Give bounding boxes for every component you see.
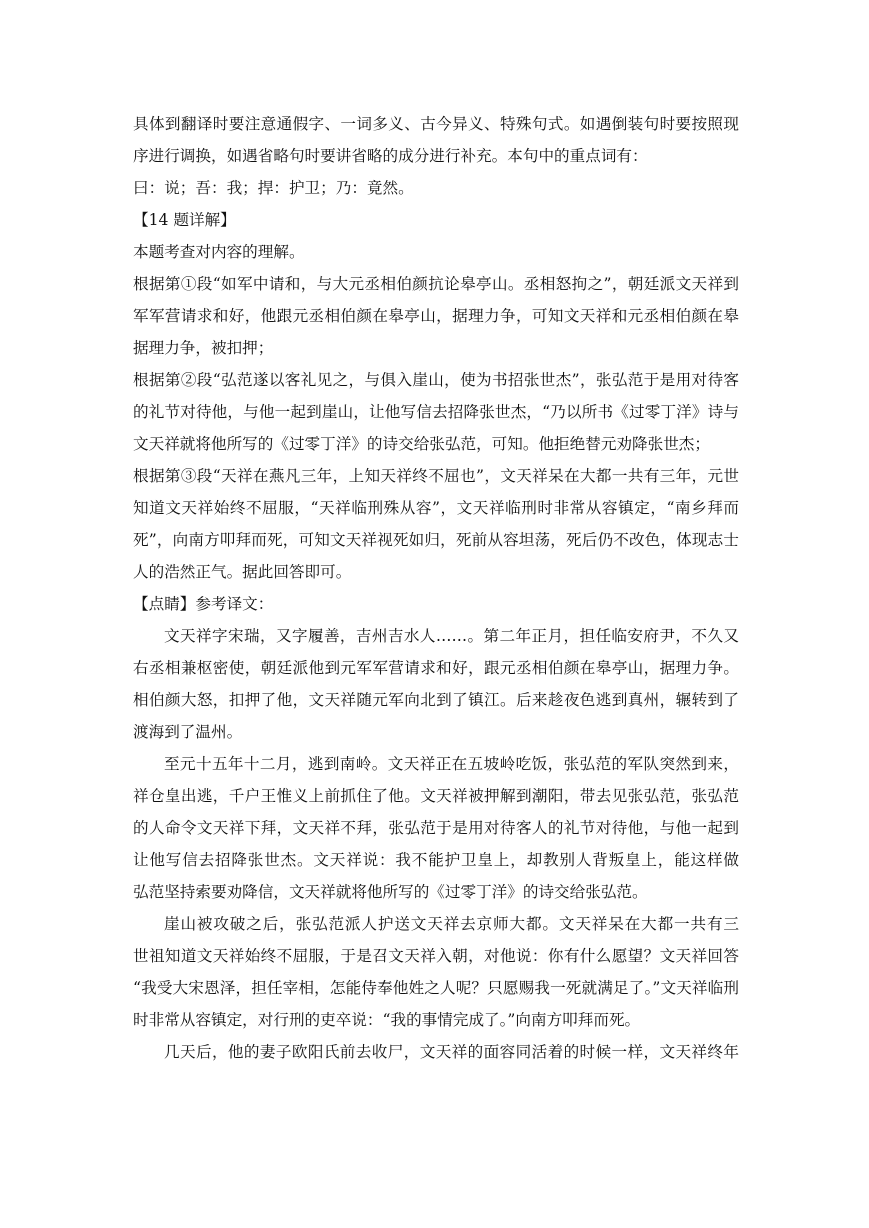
text-line: 文天祥就将他所写的《过零丁洋》的诗交给张弘范，可知。他拒绝替元劝降张世杰； (133, 435, 710, 453)
text-line: 根据第①段“如军中请和，与大元丞相伯颜抗论皋亭山。丞相怒拘之”，朝廷派文天祥到 (133, 275, 739, 293)
text-line: 渡海到了温州。 (133, 723, 243, 741)
text-line: 具体到翻译时要注意通假字、一词多义、古今异义、特殊句式。如遇倒装句时要按照现 (133, 115, 739, 133)
document-page (133, 108, 739, 1068)
text-line: 至元十五年十二月，逃到南岭。文天祥正在五坡岭吃饭，张弘范的军队突然到来， (164, 755, 739, 773)
text-line: 本题考查对内容的理解。 (133, 243, 305, 261)
text-line: 弘范坚持索要劝降信，文天祥就将他所写的《过零丁洋》的诗交给张弘范。 (133, 883, 648, 901)
translation-paragraph-1 (133, 620, 739, 748)
dianjing-heading-block (133, 588, 739, 620)
paragraph-analysis-2 (133, 364, 739, 460)
text-line: 人的浩然正气。据此回答即可。 (133, 563, 352, 581)
section-heading: 【14 题详解】 (133, 211, 236, 229)
text-line: 死”，向南方叩拜而死，可知文天祥视死如归，死前从容坦荡，死后仍不改色，体现志士 (133, 531, 739, 549)
text-line: 世祖知道文天祥始终不屈服，于是召文天祥入朝，对他说：你有什么愿望？文天祥回答 (133, 947, 739, 965)
translation-paragraph-2 (133, 748, 739, 908)
text-line: 知道文天祥始终不屈服，“天祥临刑殊从容”，文天祥临刑时非常从容镇定，“南乡拜而 (133, 499, 739, 517)
text-line: 根据第②段“弘范遂以客礼见之，与俱入崖山，使为书招张世杰”，张弘范于是用对待客 (133, 371, 739, 389)
text-line: 时非常从容镇定，对行刑的吏卒说：“我的事情完成了。”向南方叩拜而死。 (133, 1011, 641, 1029)
text-line: 根据第③段“天祥在燕凡三年，上知天祥终不屈也”，文天祥呆在大都一共有三年，元世 (133, 467, 739, 485)
section-heading: 【点睛】参考译文： (133, 595, 274, 613)
text-line: 的礼节对待他，与他一起到崖山，让他写信去招降张世杰，“乃以所书《过零丁洋》诗与 (133, 403, 739, 421)
text-line: 军军营请求和好，他跟元丞相伯颜在皋亭山，据理力争，可知文天祥和元丞相伯颜在皋 (133, 307, 739, 325)
translation-paragraph-3 (133, 908, 739, 1036)
text-line: 让他写信去招降张世杰。文天祥说：我不能护卫皇上，却教别人背叛皇上，能这样做 (133, 851, 739, 869)
text-line: 序进行调换，如遇省略句时要讲省略的成分进行补充。本句中的重点词有： (133, 147, 648, 165)
text-line: 据理力争，被扣押； (133, 339, 274, 357)
paragraph-q14-lead (133, 236, 739, 268)
paragraph-analysis-1 (133, 268, 739, 364)
text-line: “我受大宋恩泽，担任宰相，怎能侍奉他姓之人呢？只愿赐我一死就满足了。”文天祥临刑 (133, 979, 739, 997)
text-line: 相伯颜大怒，扣押了他，文天祥随元军向北到了镇江。后来趁夜色逃到真州，辗转到了 (133, 691, 739, 709)
question-14-heading (133, 204, 739, 236)
text-line: 祥仓皇出逃，千户王惟义上前抓住了他。文天祥被押解到潮阳，带去见张弘范，张弘范 (133, 787, 739, 805)
paragraph-analysis-3 (133, 460, 739, 588)
text-line: 崖山被攻破之后，张弘范派人护送文天祥去京师大都。文天祥呆在大都一共有三 (164, 915, 739, 933)
translation-paragraph-4 (133, 1036, 739, 1068)
text-line: 曰：说；吾：我；捍：护卫；乃：竟然。 (133, 179, 414, 197)
text-line: 右丞相兼枢密使，朝廷派他到元军军营请求和好，跟元丞相伯颜在皋亭山，据理力争。 (133, 659, 739, 677)
text-line: 的人命令文天祥下拜，文天祥不拜，张弘范于是用对待客人的礼节对待他，与他一起到 (133, 819, 739, 837)
paragraph-intro (133, 108, 739, 204)
text-line: 几天后，他的妻子欧阳氏前去收尸，文天祥的面容同活着的时候一样，文天祥终年 (164, 1043, 739, 1061)
text-line: 文天祥字宋瑞，又字履善，吉州吉水人……。第二年正月，担任临安府尹，不久又 (164, 627, 739, 645)
